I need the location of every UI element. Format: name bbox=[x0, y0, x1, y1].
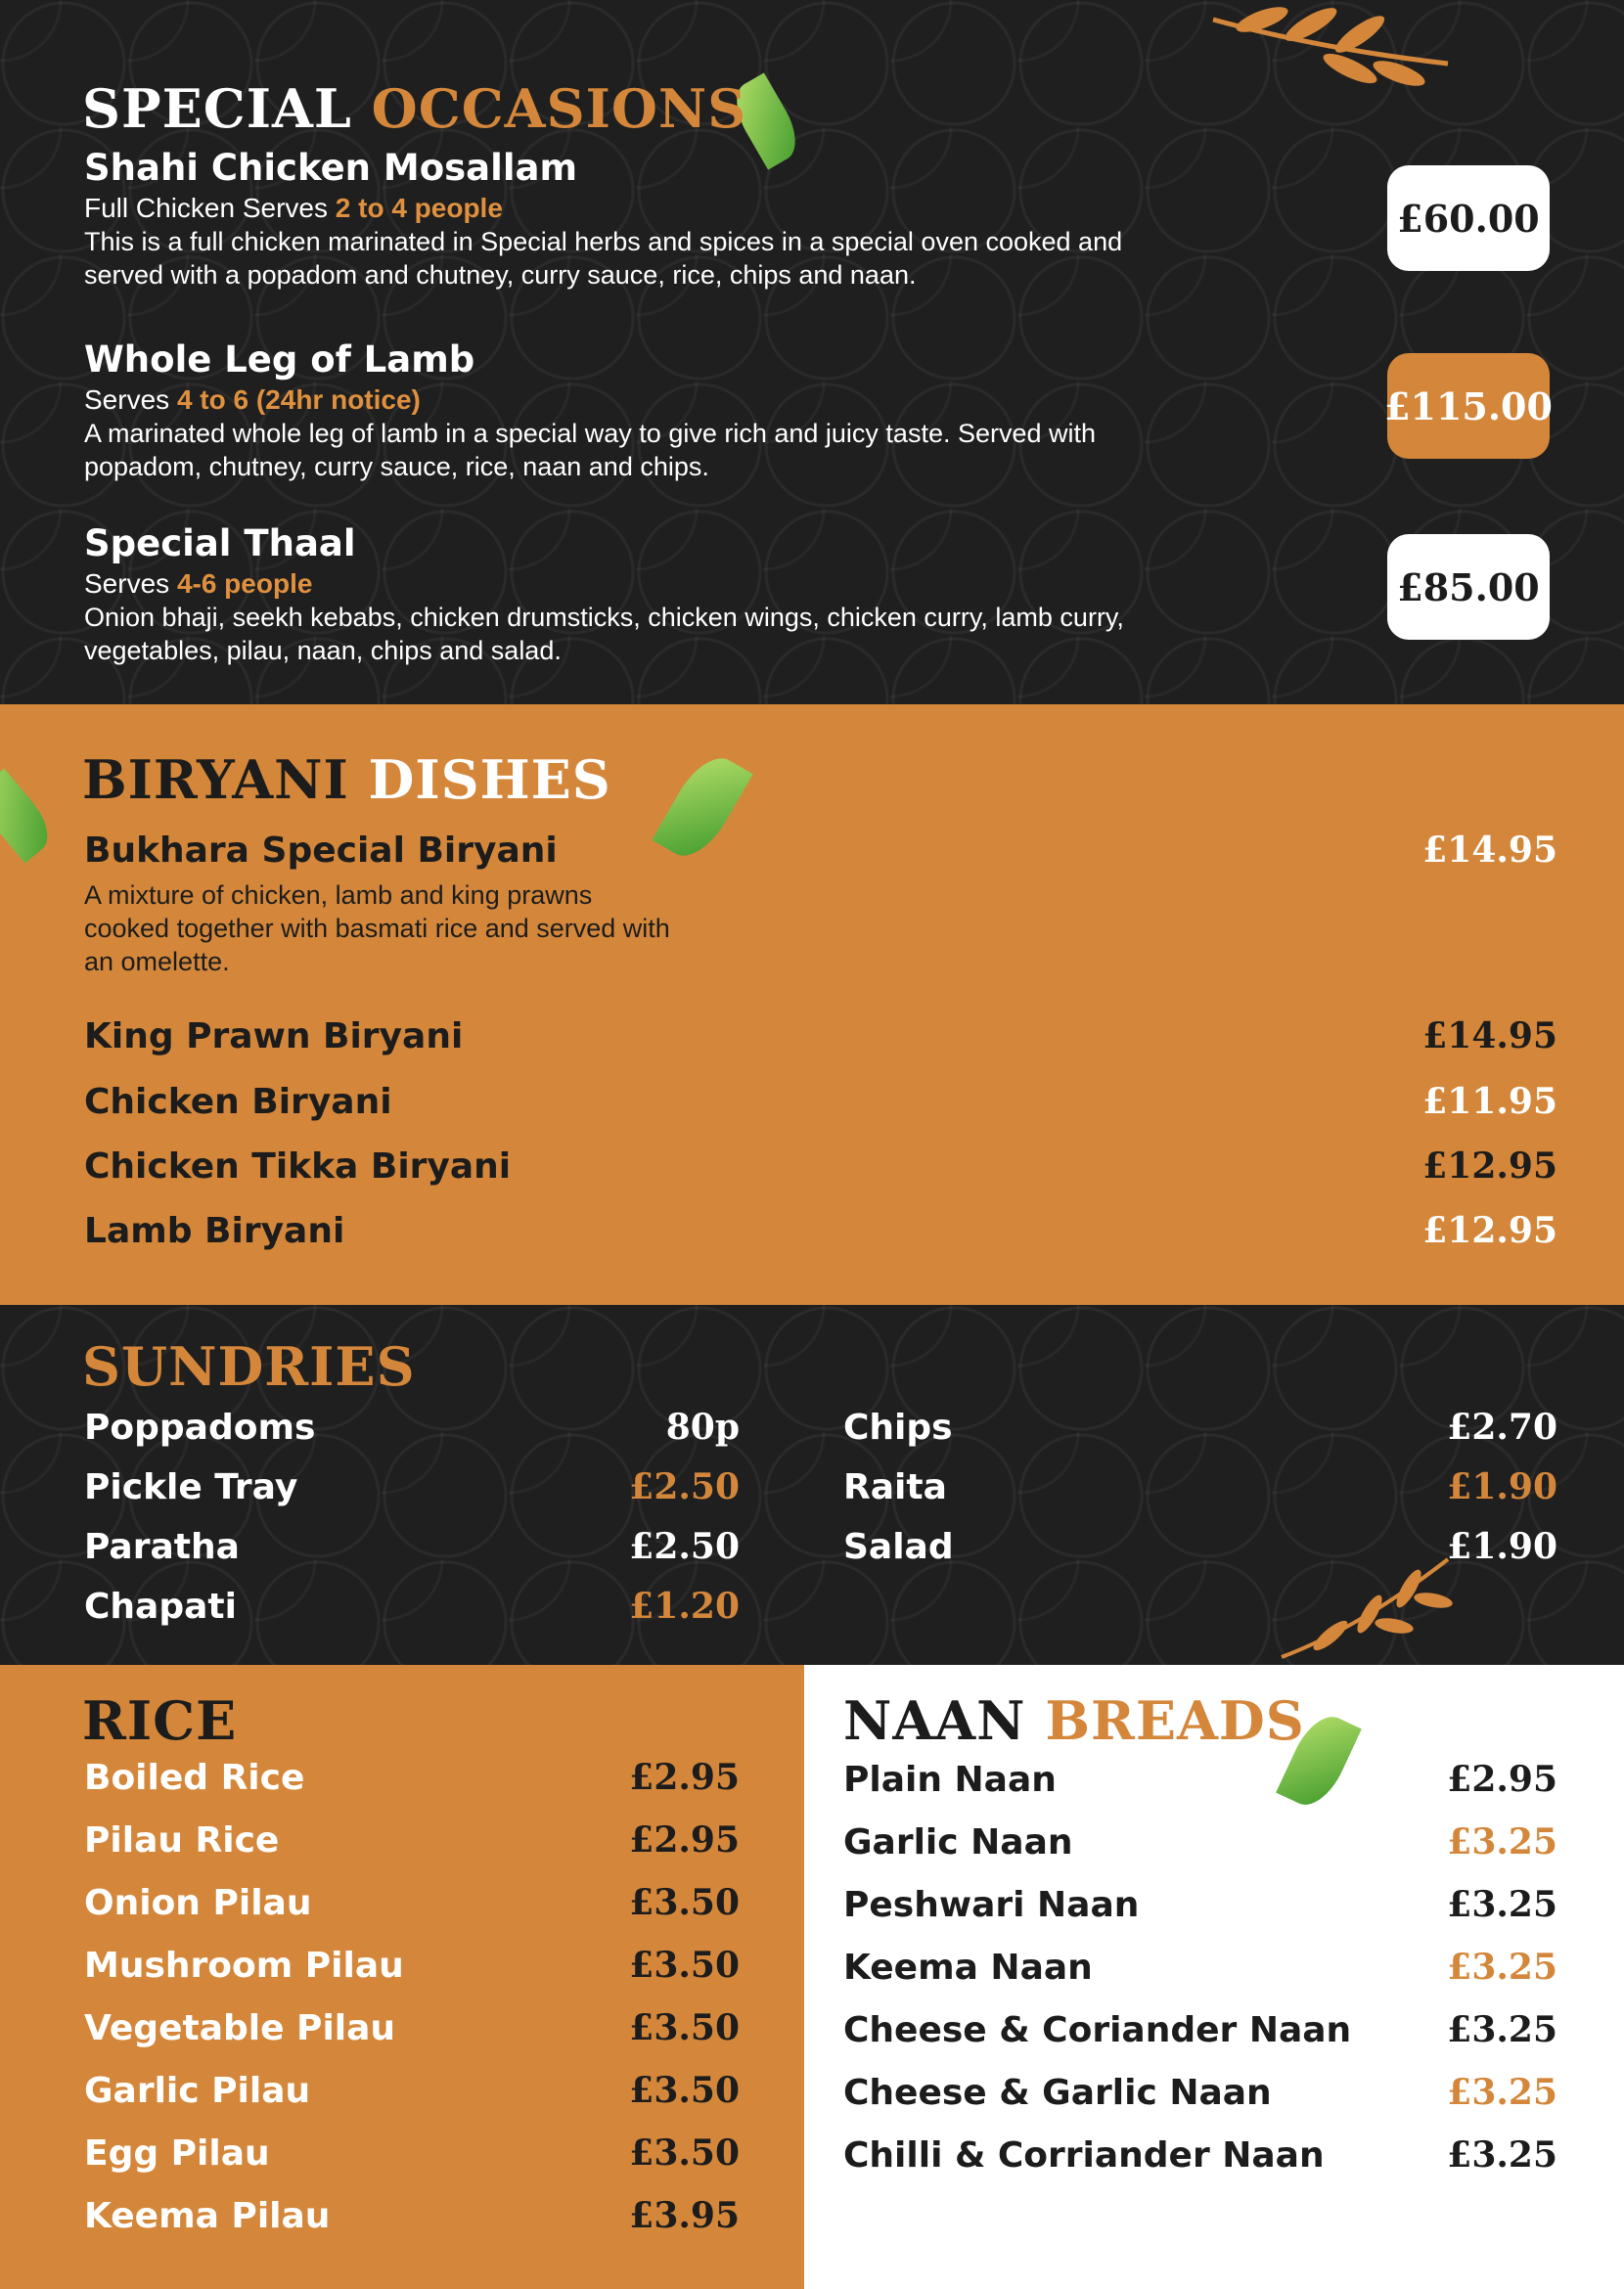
item-name: Egg Pilau bbox=[84, 2132, 270, 2174]
item-price: £14.95 bbox=[1422, 830, 1557, 871]
menu-item bbox=[843, 1759, 1557, 1800]
menu-item bbox=[84, 1526, 740, 1567]
item-name: King Prawn Biryani bbox=[84, 1015, 464, 1056]
menu-item bbox=[84, 1945, 740, 1986]
item-price: £2.70 bbox=[1447, 1407, 1557, 1448]
menu-item bbox=[84, 830, 1557, 871]
item-price: £3.50 bbox=[629, 2132, 740, 2174]
sundries-section bbox=[0, 1305, 1624, 1665]
biryani-section bbox=[0, 704, 1624, 1305]
item-name: Garlic Pilau bbox=[84, 2070, 311, 2111]
menu-item bbox=[84, 1210, 1557, 1251]
special-occasions-section bbox=[0, 0, 1624, 704]
menu-item bbox=[84, 1466, 740, 1507]
sundries-heading: SUNDRIES bbox=[82, 1335, 416, 1398]
item-name: Shahi Chicken Mosallam bbox=[84, 147, 578, 189]
menu-item bbox=[84, 1586, 740, 1627]
item-price: 80p bbox=[665, 1407, 740, 1448]
item-price: £3.25 bbox=[1447, 2009, 1557, 2050]
item-name: Chilli & Corriander Naan bbox=[843, 2134, 1325, 2176]
menu-item bbox=[843, 1466, 1557, 1507]
menu-item bbox=[84, 1819, 740, 1861]
item-price: £11.95 bbox=[1422, 1081, 1557, 1122]
item-name: Special Thaal bbox=[84, 522, 356, 564]
item-name: Onion Pilau bbox=[84, 1882, 312, 1923]
menu-item bbox=[84, 1015, 1557, 1056]
item-description: This is a full chicken marinated in Special herbs and spices in a special oven cooked and served with a popadom and chutney, curry sauce, rice, chips and naan. bbox=[84, 227, 1123, 290]
menu-item bbox=[84, 1757, 740, 1798]
item-name: Vegetable Pilau bbox=[84, 2007, 396, 2048]
item-name: Garlic Naan bbox=[843, 1821, 1073, 1863]
item-name: Pilau Rice bbox=[84, 1819, 280, 1861]
item-name: Chapati bbox=[84, 1586, 237, 1627]
menu-item bbox=[84, 2007, 740, 2048]
gold-sprig-icon bbox=[1272, 1549, 1467, 1665]
menu-item bbox=[843, 1884, 1557, 1925]
item-name: Cheese & Coriander Naan bbox=[843, 2009, 1352, 2050]
menu-item bbox=[84, 520, 1199, 667]
item-price: £2.95 bbox=[629, 1757, 740, 1798]
item-price: £3.50 bbox=[629, 1882, 740, 1923]
biryani-heading: BIRYANI DISHES bbox=[82, 748, 611, 811]
menu-item bbox=[84, 145, 1199, 292]
item-price: £3.50 bbox=[629, 1945, 740, 1986]
item-price: £1.90 bbox=[1447, 1466, 1557, 1507]
gold-sprig-icon bbox=[1203, 0, 1458, 108]
item-name: Boiled Rice bbox=[84, 1757, 305, 1798]
item-name: Paratha bbox=[84, 1526, 240, 1567]
item-name: Bukhara Special Biryani bbox=[84, 830, 558, 871]
item-name: Chicken Tikka Biryani bbox=[84, 1145, 512, 1187]
item-name: Keema Pilau bbox=[84, 2195, 331, 2236]
item-serves: Serves 4 to 6 (24hr notice) bbox=[84, 384, 421, 415]
item-name: Salad bbox=[843, 1526, 954, 1567]
item-price: £2.50 bbox=[629, 1466, 740, 1507]
price-badge: £60.00 bbox=[1387, 165, 1550, 271]
menu-item bbox=[84, 1081, 1557, 1122]
item-serves: Serves 4-6 people bbox=[84, 568, 313, 599]
item-name: Cheese & Garlic Naan bbox=[843, 2072, 1272, 2113]
menu-item bbox=[84, 2195, 740, 2236]
item-price: £12.95 bbox=[1422, 1145, 1557, 1187]
menu-item bbox=[84, 2132, 740, 2174]
price-badge: £85.00 bbox=[1387, 534, 1550, 640]
item-price: £1.90 bbox=[1447, 1526, 1557, 1567]
menu-item bbox=[84, 1145, 1557, 1187]
item-name: Raita bbox=[843, 1466, 947, 1507]
item-price: £3.25 bbox=[1447, 1947, 1557, 1988]
menu-item bbox=[84, 1882, 740, 1923]
item-price: £3.95 bbox=[629, 2195, 740, 2236]
item-price: £1.20 bbox=[629, 1586, 740, 1627]
menu-item bbox=[843, 1821, 1557, 1863]
naan-heading: NAAN BREADS bbox=[843, 1689, 1305, 1752]
item-price: £3.25 bbox=[1447, 1884, 1557, 1925]
item-name: Poppadoms bbox=[84, 1407, 316, 1448]
green-leaf-icon bbox=[0, 769, 60, 864]
menu-item bbox=[84, 337, 1199, 483]
item-name: Whole Leg of Lamb bbox=[84, 338, 475, 381]
item-price: £3.25 bbox=[1447, 1821, 1557, 1863]
item-name: Mushroom Pilau bbox=[84, 1945, 404, 1986]
item-name: Keema Naan bbox=[843, 1947, 1093, 1988]
item-serves: Full Chicken Serves 2 to 4 people bbox=[84, 193, 503, 223]
item-price: £3.25 bbox=[1447, 2072, 1557, 2113]
menu-item bbox=[84, 1407, 740, 1448]
item-description: A mixture of chicken, lamb and king prawns cooked together with basmati rice and served with an omelette. bbox=[84, 880, 670, 976]
item-price: £14.95 bbox=[1422, 1015, 1557, 1056]
naan-section bbox=[804, 1665, 1624, 2289]
menu-item bbox=[843, 1407, 1557, 1448]
item-price: £3.50 bbox=[629, 2070, 740, 2111]
item-name: Chicken Biryani bbox=[84, 1081, 392, 1122]
rice-heading: RICE bbox=[82, 1689, 238, 1752]
item-price: £3.50 bbox=[629, 2007, 740, 2048]
menu-item bbox=[843, 2134, 1557, 2176]
item-price: £2.95 bbox=[1447, 1759, 1557, 1800]
menu-item bbox=[84, 2070, 740, 2111]
menu-item bbox=[843, 1947, 1557, 1988]
item-price: £3.25 bbox=[1447, 2134, 1557, 2176]
item-name: Lamb Biryani bbox=[84, 1210, 345, 1251]
menu-item bbox=[843, 2009, 1557, 2050]
item-price: £12.95 bbox=[1422, 1210, 1557, 1251]
item-price: £2.95 bbox=[629, 1819, 740, 1861]
item-name: Peshwari Naan bbox=[843, 1884, 1140, 1925]
item-name: Chips bbox=[843, 1407, 953, 1448]
menu-item bbox=[843, 2072, 1557, 2113]
item-name: Plain Naan bbox=[843, 1759, 1057, 1800]
special-occasions-heading: SPECIAL OCCASIONS bbox=[82, 77, 747, 140]
item-price: £2.50 bbox=[629, 1526, 740, 1567]
rice-section bbox=[0, 1665, 804, 2289]
price-badge: £115.00 bbox=[1387, 353, 1550, 459]
item-description: A marinated whole leg of lamb in a special way to give rich and juicy taste. Served with popadom, chutney, curry sauce, rice, naan and chips. bbox=[84, 419, 1097, 481]
item-description: Onion bhaji, seekh kebabs, chicken drumsticks, chicken wings, chicken curry, lamb curry, vegetables, pilau, naan, chips and salad. bbox=[84, 603, 1124, 665]
item-name: Pickle Tray bbox=[84, 1466, 298, 1507]
